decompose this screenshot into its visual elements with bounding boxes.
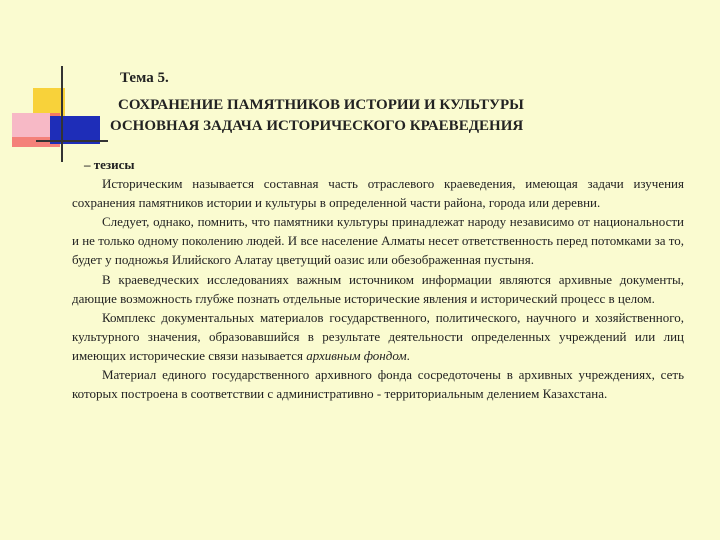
- decor-pink-square: [12, 113, 50, 137]
- slide-title: [110, 95, 710, 137]
- paragraph-2: Следует, однако, помнить, что памятники культуры принадлежат народу независимо от национальности и не только одному поколению людей. И все население Алматы несет ответственность перед потомками за то, будет у подножья Илийского Алатау цветущий оазис или обезображенная пустыня.: [72, 214, 684, 268]
- paragraph-1: Историческим называется составная часть отраслевого краеведения, имеющая задачи изучения сохранения памятников истории и культуры в определенной части района, города или деревни.: [72, 176, 684, 211]
- topic-label: Тема 5.: [120, 70, 169, 86]
- slide-header: [110, 70, 710, 137]
- title-line-2: ОСНОВНАЯ ЗАДАЧА ИСТОРИЧЕСКОГО КРАЕВЕДЕНИЯ: [110, 118, 524, 134]
- paragraph-4-text: Комплекс документальных материалов государственного, политического, научного и хозяйственного, культурного значения, образовавшийся в результате деятельности определенных учреждений или лиц имеющих исторические связи называется: [72, 309, 684, 363]
- slide-body: [72, 155, 684, 403]
- decor-vertical-line: [61, 66, 63, 162]
- archive-fund-term: архивным фондом: [306, 347, 407, 363]
- decor-horizontal-line: [36, 140, 108, 142]
- title-line-1: СОХРАНЕНИЕ ПАМЯТНИКОВ ИСТОРИИ И КУЛЬТУРЫ: [118, 97, 524, 113]
- theses-label: – тезисы: [84, 157, 135, 172]
- paragraph-4-end: .: [406, 347, 410, 363]
- paragraph-5: Материал единого государственного архивного фонда сосредоточены в архивных учреждениях, сеть которых построена в соответствии с административно - территориальным делением Казахстана.: [72, 367, 684, 402]
- paragraph-4: [72, 308, 684, 365]
- paragraph-3: В краеведческих исследованиях важным источником информации являются архивные документы, дающие возможность глубже познать отдельные исторические явления и исторический процесс в целом.: [72, 271, 684, 306]
